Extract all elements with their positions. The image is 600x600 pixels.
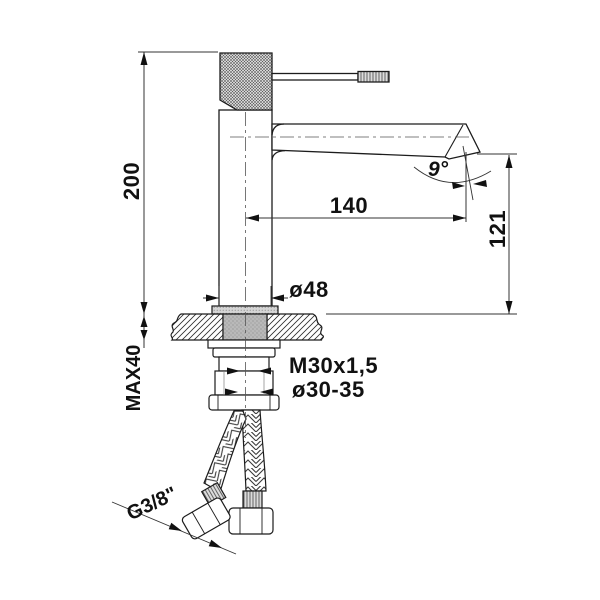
- base-gasket: [212, 306, 278, 314]
- dim-spout-reach-label: 140: [329, 193, 369, 218]
- mounting-flange: [213, 348, 275, 357]
- arrow-140-right: [453, 215, 466, 222]
- spout-bottom-fillet: [272, 151, 285, 160]
- dim-shank-thread-label: M30x1,5: [289, 353, 379, 378]
- arrow-121-top: [506, 155, 513, 168]
- arrow-d48-left: [206, 295, 219, 302]
- arrow-121-bottom: [506, 301, 513, 314]
- dim-outlet-angle-label: 9°: [427, 158, 449, 181]
- faucet-spout: [272, 124, 480, 159]
- dim-max-thickness-label: MAX40: [123, 344, 145, 412]
- mounting-nut-lip: [209, 395, 279, 410]
- dim-mount-hole-label: ø30-35: [292, 377, 365, 402]
- mounting-nut-top: [219, 357, 269, 371]
- arrow-max40-top: [141, 316, 148, 327]
- dim-hose-thread-label: G3/8": [123, 482, 181, 526]
- arrow-hose-thread-1: [169, 523, 182, 531]
- arrow-angle-right: [473, 180, 487, 187]
- flex-hose-left: [204, 411, 246, 492]
- dim-outlet-height-label: 121: [485, 209, 510, 249]
- arrow-d48-right: [271, 295, 284, 302]
- dimension-labels: [119, 158, 510, 525]
- arrow-200-bottom: [141, 302, 148, 314]
- mounting-shank: [223, 314, 267, 340]
- arrow-200-top: [141, 52, 148, 65]
- dim-overall-height-label: 200: [119, 161, 144, 201]
- arrow-angle-left: [452, 182, 465, 189]
- angle-arc: [414, 167, 491, 183]
- mounting-washer: [208, 340, 280, 348]
- flex-hoses: [181, 410, 273, 540]
- hose-ferrule-right: [243, 491, 262, 508]
- countertop-section-right: [267, 314, 323, 340]
- dim-body-diameter-label: ø48: [289, 277, 329, 302]
- hose-nut-right: [229, 508, 273, 534]
- countertop-section-left: [171, 314, 223, 340]
- handle-lever-bar: [272, 74, 358, 81]
- arrow-hose-thread-2: [209, 540, 222, 548]
- handle-knob: [220, 53, 272, 110]
- arrow-max40-bottom: [141, 330, 148, 340]
- handle-lever-grip: [358, 72, 389, 83]
